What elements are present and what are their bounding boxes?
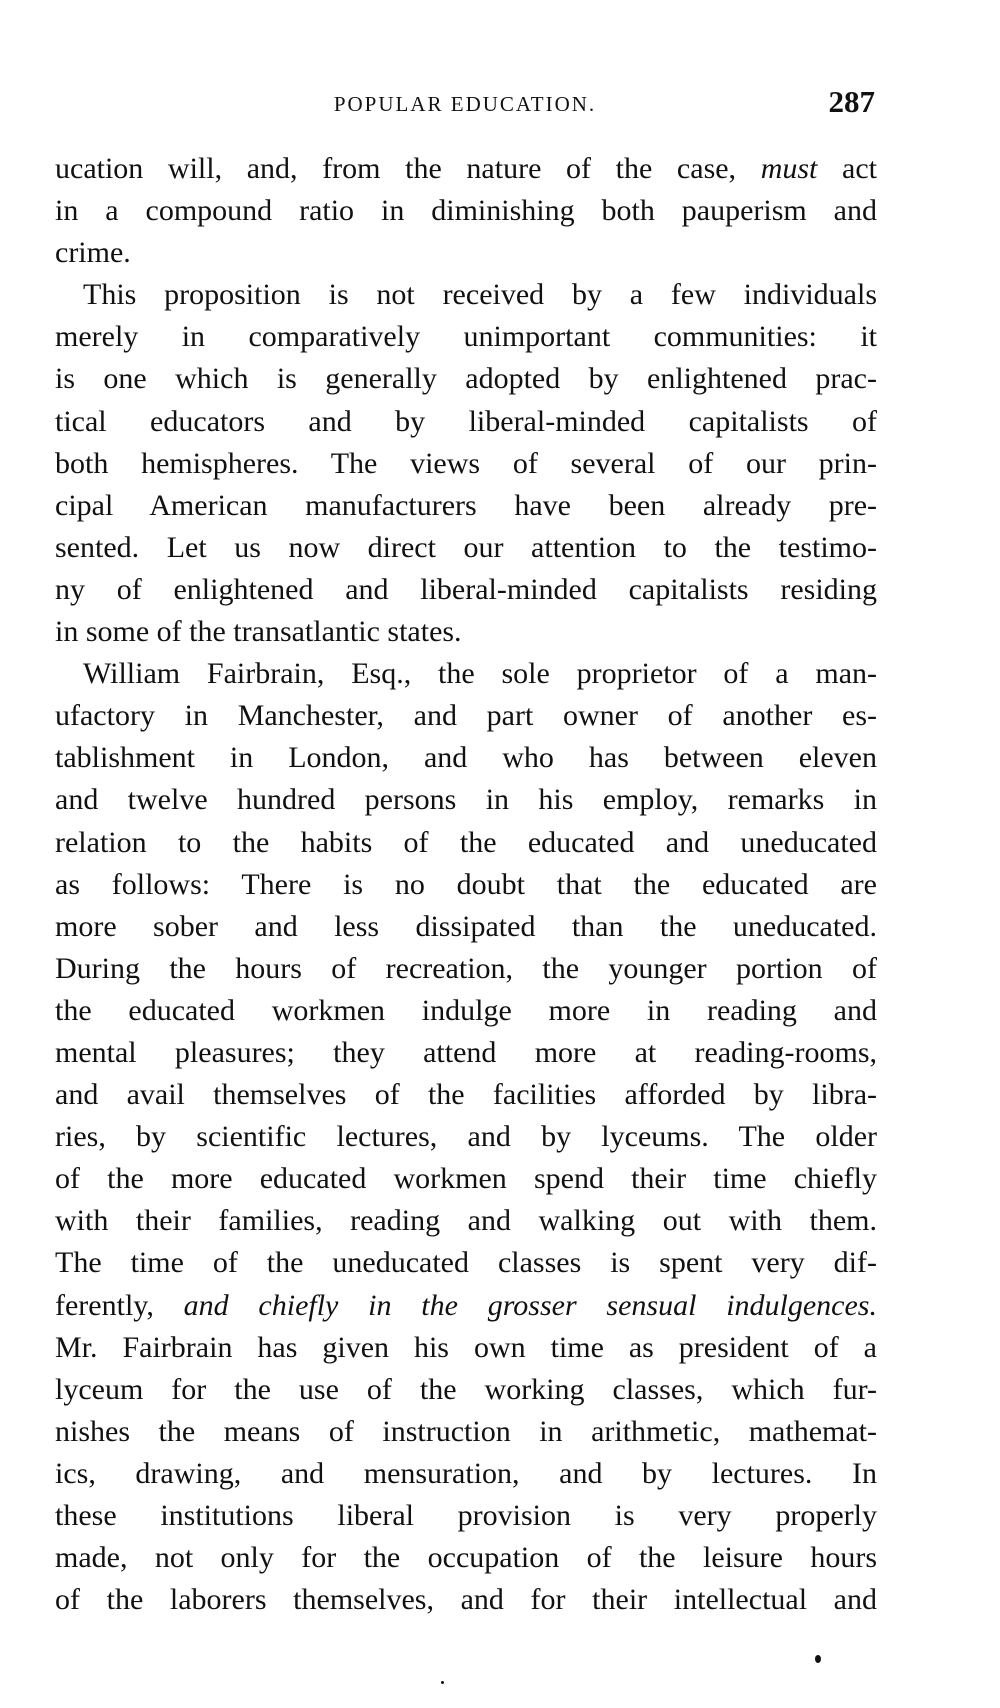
text-segment: tablishment in London, and who has between eleven <box>55 741 877 775</box>
text-line <box>55 864 877 906</box>
text-segment: mental pleasures; they attend more at reading-rooms, <box>55 1035 877 1069</box>
text-segment: William Fairbrain, Esq., the sole proprietor of a man- <box>83 657 877 691</box>
text-line <box>55 1285 877 1327</box>
text-segment: the educated workmen indulge more in reading and <box>55 993 877 1027</box>
text-segment: ferently, <box>55 1288 184 1322</box>
text-segment: and avail themselves of the facilities afforded by libra- <box>55 1078 877 1112</box>
text-line <box>55 443 877 485</box>
text-line <box>55 232 877 274</box>
text-line <box>55 1200 877 1242</box>
text-segment: ries, by scientific lectures, and by lyceums. The older <box>55 1120 877 1154</box>
text-segment: relation to the habits of the educated and uneducated <box>55 825 877 859</box>
text-segment: with their families, reading and walking out with them. <box>55 1204 877 1238</box>
italic-text: and chiefly in the grosser sensual indulgences. <box>183 1288 877 1322</box>
text-line <box>55 990 877 1032</box>
text-segment: ics, drawing, and mensuration, and by lectures. In <box>55 1456 877 1490</box>
text-segment: is one which is generally adopted by enlightened prac- <box>55 362 877 396</box>
text-segment: more sober and less dissipated than the uneducated. <box>55 909 877 943</box>
page-number: 287 <box>828 84 875 119</box>
text-line <box>55 527 877 569</box>
text-segment: nishes the means of instruction in arithmetic, mathemat- <box>55 1414 877 1448</box>
text-line <box>55 1158 877 1200</box>
text-segment: in a compound ratio in diminishing both pauperism and <box>55 194 877 228</box>
text-segment: both hemispheres. The views of several of our prin- <box>55 446 877 480</box>
text-line <box>55 695 877 737</box>
text-line <box>55 148 877 190</box>
text-line <box>55 358 877 400</box>
text-line <box>55 779 877 821</box>
text-line <box>55 1242 877 1284</box>
text-segment: This proposition is not received by a few individuals <box>83 278 877 312</box>
text-line <box>55 485 877 527</box>
running-title: POPULAR EDUCATION. <box>333 92 597 116</box>
text-line <box>55 1116 877 1158</box>
text-line <box>55 1327 877 1369</box>
text-segment: merely in comparatively unimportant communities: it <box>55 320 877 354</box>
ink-dot-mark <box>815 1655 821 1663</box>
text-segment: cipal American manufacturers have been already pre- <box>55 488 877 522</box>
text-line <box>55 1411 877 1453</box>
ink-speck-mark <box>441 1681 444 1684</box>
text-line <box>55 190 877 232</box>
page-body-text <box>55 148 877 1621</box>
page-header <box>55 84 875 124</box>
text-segment: The time of the uneducated classes is spent very dif- <box>55 1246 877 1280</box>
text-segment: crime. <box>55 236 131 270</box>
text-segment: lyceum for the use of the working classes, which fur- <box>55 1372 877 1406</box>
text-segment: made, not only for the occupation of the leisure hours <box>55 1541 877 1575</box>
text-segment: During the hours of recreation, the younger portion of <box>55 951 877 985</box>
text-line <box>55 1495 877 1537</box>
text-segment: tical educators and by liberal-minded capitalists of <box>55 404 877 438</box>
italic-text: must <box>760 152 818 185</box>
text-line <box>55 1074 877 1116</box>
text-line <box>55 611 877 653</box>
text-line <box>55 274 877 316</box>
text-line <box>55 316 877 358</box>
text-segment: as follows: There is no doubt that the educated are <box>55 867 877 901</box>
text-segment: these institutions liberal provision is very properly <box>55 1499 877 1532</box>
text-segment: ufactory in Manchester, and part owner of another es- <box>55 699 877 733</box>
text-segment: in some of the transatlantic states. <box>55 615 462 649</box>
text-segment: of the more educated workmen spend their time chiefly <box>55 1162 877 1196</box>
text-line <box>55 737 877 779</box>
text-line <box>55 653 877 695</box>
text-line <box>55 822 877 864</box>
text-segment: and twelve hundred persons in his employ, remarks in <box>55 783 877 817</box>
text-segment: Mr. Fairbrain has given his own time as president of a <box>55 1330 877 1364</box>
text-line <box>55 569 877 611</box>
text-segment: act <box>817 152 877 185</box>
text-line <box>55 401 877 443</box>
text-line <box>55 906 877 948</box>
text-segment: ucation will, and, from the nature of the case, <box>55 152 761 185</box>
text-line <box>55 1537 877 1579</box>
text-segment: ny of enlightened and liberal-minded capitalists residing <box>55 572 877 606</box>
text-segment: sented. Let us now direct our attention to the testimo- <box>55 530 877 564</box>
text-line <box>55 1369 877 1411</box>
text-line <box>55 1579 877 1621</box>
text-line <box>55 1032 877 1074</box>
text-segment: of the laborers themselves, and for their intellectual and <box>55 1583 877 1617</box>
text-line <box>55 1453 877 1495</box>
text-line <box>55 948 877 990</box>
